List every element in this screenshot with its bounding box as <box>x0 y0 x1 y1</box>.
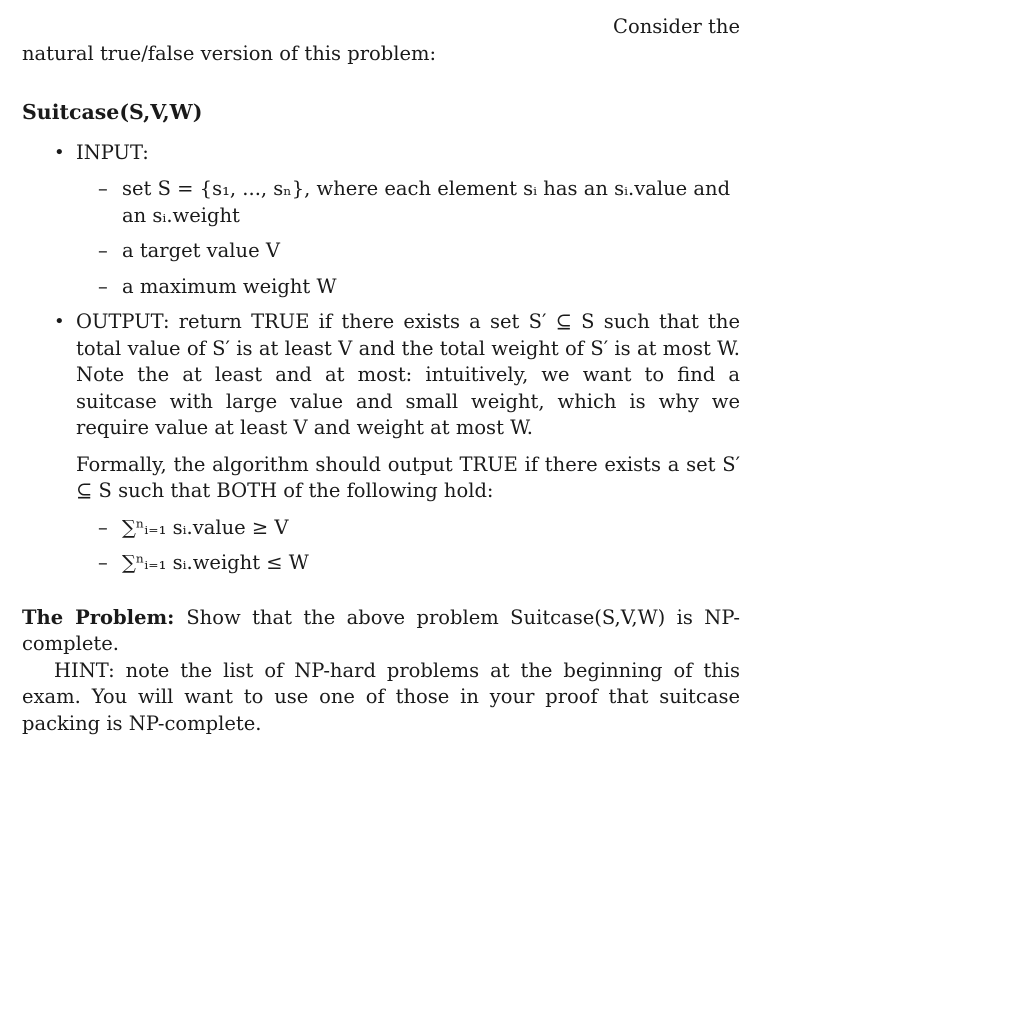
problem-paragraph <box>22 605 740 658</box>
input-item-set-text: set S = {s₁, ..., sₙ}, where each element sᵢ has an sᵢ.value and an sᵢ.weight <box>122 177 731 227</box>
output-bullet <box>22 309 740 577</box>
hint-paragraph: HINT: note the list of NP-hard problems at the beginning of this exam. You will want to use one of those in your proof that suitcase packing is NP-complete. <box>22 658 740 735</box>
problem-text: Show that the above problem Suitcase(S,V,W) is NP-complete. <box>22 605 740 655</box>
condition-value-text: ∑ⁿᵢ₌₁ sᵢ.value ≥ V <box>122 515 289 539</box>
bullet-dot: • <box>54 311 65 332</box>
input-items <box>76 176 740 300</box>
input-label: INPUT: <box>76 140 149 164</box>
intro-line-1: Consider the <box>613 15 740 38</box>
input-item-set: – set S = {s₁, ..., sₙ}, where each element sᵢ has an sᵢ.value and an sᵢ.weight <box>98 177 731 227</box>
input-item-target-text: a target value V <box>122 239 280 262</box>
input-item-weight-text: a maximum weight W <box>122 274 337 298</box>
condition-value: – ∑ⁿᵢ₌₁ sᵢ.value ≥ V <box>98 515 289 539</box>
condition-weight-text: ∑ⁿᵢ₌₁ sᵢ.weight ≤ W <box>122 551 309 574</box>
condition-weight: – ∑ⁿᵢ₌₁ sᵢ.weight ≤ W <box>98 551 309 574</box>
formally-paragraph: Formally, the algorithm should output TRUE if there exists a set S′ ⊆ S such that BOTH of the following hold: <box>76 452 740 502</box>
input-item-target: – a target value V <box>98 239 280 262</box>
problem-label: The Problem: <box>22 605 175 629</box>
bullet-dot: • <box>54 141 65 163</box>
output-conditions <box>76 515 740 577</box>
section-title: Suitcase(S,V,W) <box>22 100 203 124</box>
document-body <box>22 14 740 737</box>
output-paragraph: OUTPUT: return TRUE if there exists a set S′ ⊆ S such that the total value of S′ is at least V and the total weight of S′ is at most W. Note the at least and at most: intuitively, we want to find a suitcase with large value and small weight, which is why we require value at least V and weight at most W. <box>76 310 740 439</box>
input-bullet <box>22 140 740 301</box>
input-item-weight: – a maximum weight W <box>98 274 337 298</box>
intro-line-2: natural true/false version of this problem: <box>22 41 437 65</box>
spec-list <box>22 140 740 577</box>
